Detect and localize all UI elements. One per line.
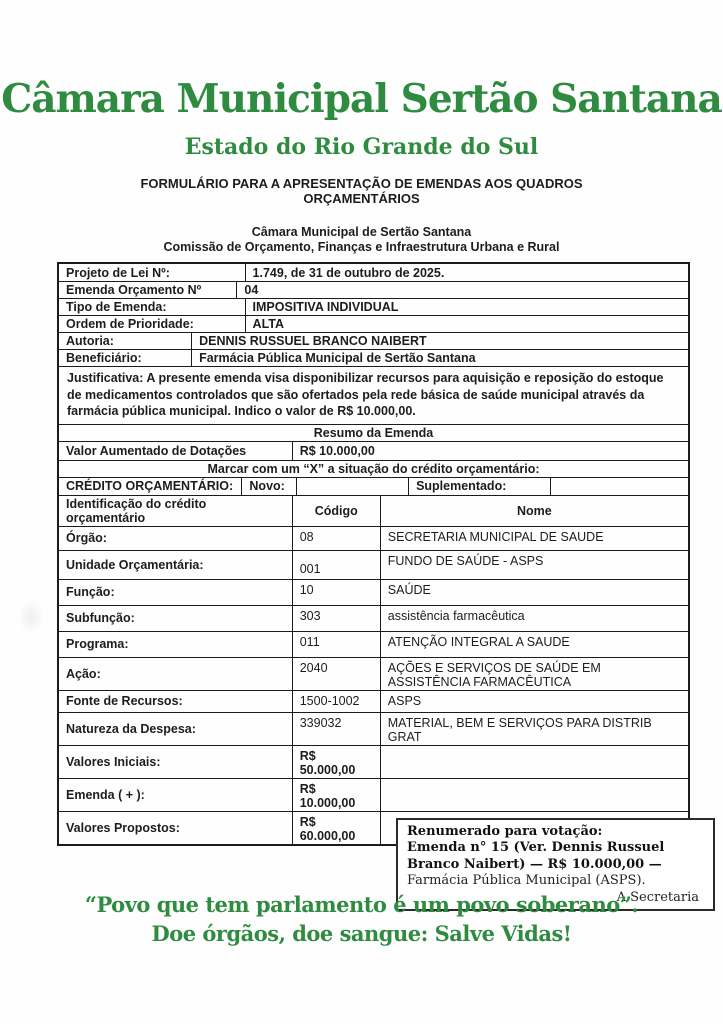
committee-line2: Comissão de Orçamento, Finanças e Infraestrutura Urbana e Rural — [163, 240, 560, 254]
committee-heading — [0, 225, 723, 255]
emenda-mais-label: Emenda ( + ): — [66, 787, 145, 802]
row-emenda-mais — [59, 778, 688, 811]
row-credito-orcamentario — [59, 477, 688, 495]
row-beneficiario — [59, 349, 688, 366]
funcao-name: SAÚDE — [380, 580, 688, 605]
justificativa-text: Justificativa: A presente emenda visa disponibilizar recursos para aquisição e reposição do estoque de medicamentos controlados que são ofertados pela rede básica de saúde municipal através da farmácia pública municipal. Indico o valor de R$ 10.000,00. — [67, 371, 664, 419]
stamp-line3: Branco Naibert) — R$ 10.000,00 — — [407, 856, 662, 872]
ordem-de-prioridade-label: Ordem de Prioridade: — [66, 317, 194, 331]
form-title-line2: ORÇAMENTÁRIOS — [303, 191, 420, 207]
suplementado-mark-cell — [550, 478, 688, 495]
emenda-mais-name — [380, 779, 688, 811]
form-title — [0, 176, 723, 207]
row-subfuncao — [59, 605, 688, 631]
valores-propostos-label: Valores Propostos: — [66, 820, 180, 835]
page-subtitle: Estado do Rio Grande do Sul — [184, 134, 539, 160]
stamp-signature: A Secretaria — [616, 889, 699, 905]
suplementado-label: Suplementado: — [408, 478, 550, 495]
beneficiario-label: Beneficiário: — [66, 351, 142, 365]
projeto-de-lei-label: Projeto de Lei Nº: — [66, 265, 170, 280]
fonte-name: ASPS — [380, 691, 688, 712]
row-unidade-orcamentaria — [59, 550, 688, 579]
row-natureza-da-despesa — [59, 712, 688, 745]
row-ordem-de-prioridade — [59, 315, 688, 332]
valores-iniciais-value: R$ 50.000,00 — [292, 746, 380, 778]
natureza-code: 339032 — [292, 713, 380, 745]
orgao-name: SECRETARIA MUNICIPAL DE SAUDE — [380, 527, 688, 550]
acao-code: 2040 — [292, 658, 380, 690]
page-title: Câmara Municipal Sertão Santana — [1, 76, 722, 122]
slogan-donate: Doe órgãos, doe sangue: Salve Vidas! — [151, 921, 572, 946]
stamp-line1: Renumerado para votação: — [407, 824, 603, 839]
ident-header-nome: Nome — [380, 496, 688, 526]
emenda-mais-value: R$ 10.000,00 — [292, 779, 380, 811]
row-marcar-instrucao — [59, 460, 688, 477]
subfuncao-code: 303 — [292, 606, 380, 631]
emenda-numero-value: 04 — [236, 282, 688, 298]
row-valor-aumentado — [59, 441, 688, 460]
beneficiario-value: Farmácia Pública Municipal de Sertão Santana — [191, 350, 688, 366]
resumo-header: Resumo da Emenda — [313, 425, 434, 440]
orgao-code: 08 — [292, 527, 380, 550]
ident-header-codigo: Código — [292, 496, 380, 526]
scan-smudge — [18, 600, 44, 634]
row-orgao — [59, 526, 688, 550]
unidade-label: Unidade Orçamentária: — [66, 557, 204, 572]
novo-mark-cell — [296, 478, 409, 495]
autoria-label: Autoria: — [66, 334, 114, 348]
unidade-name: FUNDO DE SAÚDE - ASPS — [380, 551, 688, 579]
stamp-line4: Farmácia Pública Municipal (ASPS). — [407, 873, 646, 889]
marcar-instrucao-text: Marcar com um “X” a situação do crédito orçamentário: — [207, 461, 540, 476]
ident-header-col1: Identificação do crédito orçamentário — [66, 496, 207, 525]
row-projeto-de-lei — [59, 264, 688, 281]
natureza-name: MATERIAL, BEM E SERVIÇOS PARA DISTRIB GRAT — [380, 713, 688, 745]
projeto-de-lei-value: 1.749, de 31 de outubro de 2025. — [245, 264, 688, 281]
subfuncao-name: assistência farmacêutica — [380, 606, 688, 631]
valores-propostos-value: R$ 60.000,00 — [292, 812, 380, 844]
stamp-line2: Emenda n° 15 (Ver. Dennis Russuel — [407, 840, 665, 856]
valor-aumentado-label: Valor Aumentado de Dotações — [66, 443, 247, 458]
acao-label: Ação: — [66, 666, 101, 681]
valores-iniciais-label: Valores Iniciais: — [66, 754, 161, 769]
row-fonte-de-recursos — [59, 690, 688, 712]
acao-name: AÇÕES E SERVIÇOS DE SAÚDE EM ASSISTÊNCIA FARMACÊUTICA — [380, 658, 688, 690]
row-valores-iniciais — [59, 745, 688, 778]
funcao-label: Função: — [66, 585, 115, 600]
fonte-code: 1500-1002 — [292, 691, 380, 712]
programa-label: Programa: — [66, 637, 129, 652]
committee-line1: Câmara Municipal de Sertão Santana — [251, 225, 472, 239]
fonte-label: Fonte de Recursos: — [66, 694, 183, 709]
row-ident-header — [59, 495, 688, 526]
orgao-label: Órgão: — [66, 531, 107, 546]
row-resumo-header — [59, 424, 688, 441]
valores-iniciais-name — [380, 746, 688, 778]
tipo-de-emenda-label: Tipo de Emenda: — [66, 300, 167, 314]
budget-amendment-table — [57, 262, 690, 846]
natureza-label: Natureza da Despesa: — [66, 721, 196, 736]
subfuncao-label: Subfunção: — [66, 611, 135, 626]
row-funcao — [59, 579, 688, 605]
row-programa — [59, 631, 688, 657]
slogan-parliament: “Povo que tem parlamento é um povo soberano”. — [84, 892, 639, 917]
ordem-de-prioridade-value: ALTA — [245, 316, 688, 332]
form-title-line1: FORMULÁRIO PARA A APRESENTAÇÃO DE EMENDAS AOS QUADROS — [140, 176, 583, 191]
row-emenda-numero — [59, 281, 688, 298]
valor-aumentado-value: R$ 10.000,00 — [292, 442, 688, 460]
funcao-code: 10 — [292, 580, 380, 605]
row-acao — [59, 657, 688, 690]
unidade-code: 001 — [292, 551, 380, 579]
programa-code: 011 — [292, 632, 380, 657]
row-justificativa — [59, 366, 688, 424]
row-autoria — [59, 332, 688, 349]
tipo-de-emenda-value: IMPOSITIVA INDIVIDUAL — [245, 299, 688, 315]
autoria-value: DENNIS RUSSUEL BRANCO NAIBERT — [191, 333, 688, 349]
emenda-numero-label: Emenda Orçamento Nº — [66, 283, 202, 297]
programa-name: ATENÇÃO INTEGRAL A SAUDE — [380, 632, 688, 657]
row-tipo-de-emenda — [59, 298, 688, 315]
credito-orcamentario-label: CRÉDITO ORÇAMENTÁRIO: — [66, 479, 234, 494]
novo-label: Novo: — [241, 478, 295, 495]
